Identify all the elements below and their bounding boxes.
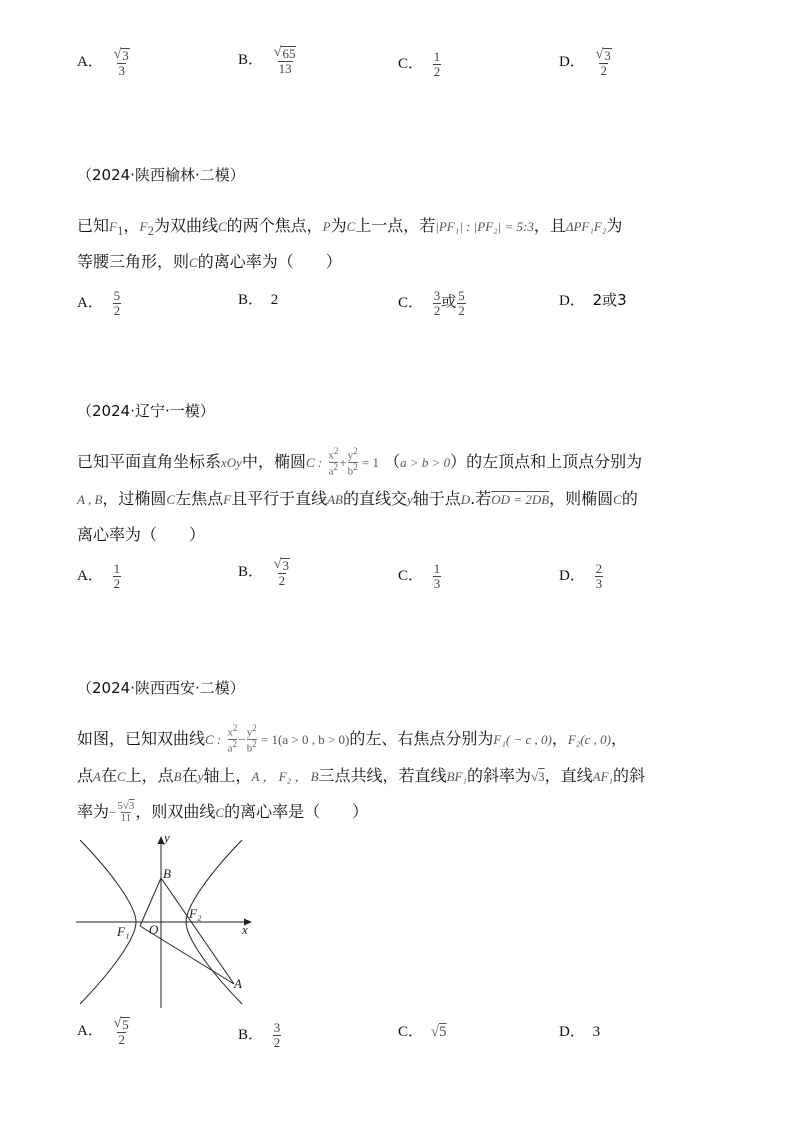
fraction: $\frac{5}{2}$ (458, 288, 465, 318)
option-label: C． (398, 55, 424, 72)
fraction: √ 3 3 (113, 47, 129, 78)
point-f2-label: F₂ (189, 906, 202, 921)
question-source: （2024·陕西西安·二模） (77, 679, 245, 697)
fraction: $\frac{5}{2}$ (113, 288, 121, 318)
q3-option-d[interactable] (559, 1025, 600, 1040)
origin-label: O (149, 922, 159, 937)
q1-option-d[interactable] (559, 293, 627, 309)
point-b-label: B (163, 866, 171, 881)
point-f1-label: F₁ (117, 924, 130, 939)
question-stem-line: 率为− $\frac{5√3}{11}$ ，则双曲线C的离心率是（ ） (77, 800, 369, 824)
q0-option-b[interactable] (238, 46, 297, 75)
option-label: A． (77, 1023, 103, 1040)
fraction: $\frac{3}{2}$ (433, 288, 441, 318)
fraction: $\frac{3}{2}$ (273, 1020, 281, 1050)
option-label: A． (77, 567, 103, 584)
question-source: （2024·辽宁·一模） (77, 402, 215, 420)
q2-option-c[interactable] (398, 562, 441, 590)
fraction: √ 3 2 (273, 557, 289, 588)
option-label: C． (398, 294, 424, 311)
q1-option-c[interactable]: C． $\frac{3}{2}$ 或 $\frac{5}{2}$ (398, 288, 465, 318)
option-label: A． (77, 294, 103, 311)
q3-option-b[interactable] (238, 1021, 281, 1049)
point-a-label: A (234, 976, 242, 991)
option-label: C． (398, 567, 424, 584)
question-stem-line: 离心率为（ ） (77, 525, 206, 544)
fraction: $\frac{1}{2}$ (433, 49, 441, 79)
option-label: D． (559, 54, 585, 71)
q2-option-b[interactable] (238, 558, 291, 587)
fraction: √ 5 2 (113, 1016, 129, 1047)
question-source: （2024·陕西榆林·二模） (77, 166, 245, 184)
question-stem-line: 已知$F_1$，$F_2$为双曲线C的两个焦点，P为C上一点，若|PF₁| : |PF₂| = 5:3，且ΔPF₁F₂为 (77, 216, 623, 239)
x-label: x (242, 922, 248, 937)
option-label: B． (238, 52, 264, 69)
option-label: C． (398, 1024, 424, 1041)
option-label: B． (238, 564, 264, 581)
question-stem-line: 点A在C上，点B在y轴上，A ， F₂ ， B三点共线，若直线BF₁的斜率为√3，直线AF₁的斜 (77, 766, 646, 785)
question-stem-line: A , B，过椭圆C左焦点F且平行于直线AB的直线交y轴于点D.若OD = 2DB，则椭圆C的 (77, 489, 638, 508)
hyperbola-figure (72, 828, 262, 1012)
option-label: A． (77, 54, 103, 71)
option-label: B． (238, 292, 264, 309)
option-text: 3 (592, 1024, 601, 1040)
fraction: $\frac{1}{3}$ (433, 561, 441, 591)
q2-option-d[interactable] (559, 562, 603, 590)
q0-option-c[interactable] (398, 50, 441, 78)
option-label: D． (559, 567, 585, 584)
fraction: $\frac{2}{3}$ (595, 561, 603, 591)
option-label: D． (559, 293, 585, 310)
fraction: √ 65 13 (273, 45, 296, 76)
question-stem-line: 已知平面直角坐标系xOy中，椭圆C : $\frac{x^2}{a^2}$ + $\frac{y^2}{b^2}$ = 1 （a > b > 0）的左顶点和上顶点分别为 (77, 446, 643, 478)
y-label: y (164, 830, 170, 845)
q0-option-d[interactable] (559, 48, 613, 77)
q1-option-a[interactable] (77, 289, 121, 317)
question-stem-line: 等腰三角形，则C的离心率为（ ） (77, 252, 342, 271)
option-text: 2 (270, 292, 279, 308)
option-label: D． (559, 1024, 585, 1041)
q1-option-b[interactable] (238, 293, 278, 308)
q3-option-a[interactable] (77, 1017, 131, 1046)
q2-option-a[interactable] (77, 562, 121, 590)
fraction: √ 3 2 (595, 47, 611, 78)
q0-option-a[interactable] (77, 48, 131, 77)
fraction: $\frac{1}{2}$ (113, 561, 121, 591)
question-stem-line: 如图，已知双曲线C : $\frac{x^2}{a^2}$ − $\frac{y^2}{b^2}$ = 1(a > 0 , b > 0)的左、右焦点分别为F₁( − c , 0)，F₂(c , 0)， (77, 723, 627, 755)
option-label: B． (238, 1026, 264, 1043)
line-bf1 (140, 878, 161, 926)
q3-option-c[interactable]: C． √5 (398, 1024, 447, 1041)
option-text: 2或3 (592, 291, 627, 309)
